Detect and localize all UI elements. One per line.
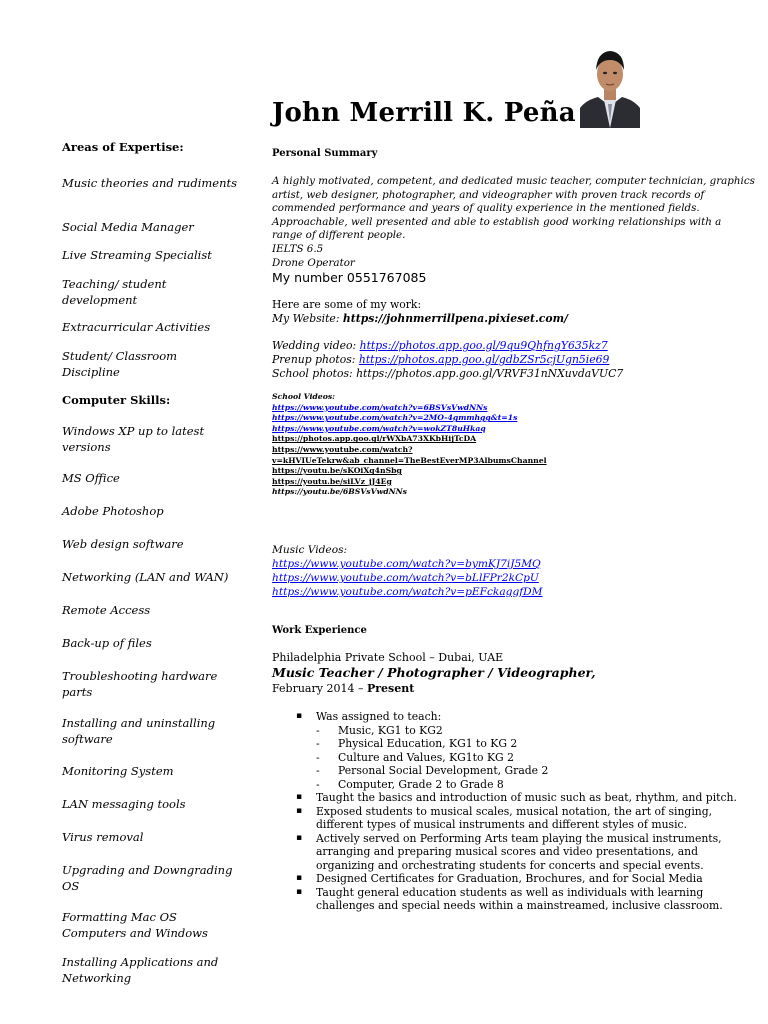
skill-item: Upgrading and Downgrading OS <box>62 863 233 893</box>
skill-item: Networking (LAN and WAN) <box>62 570 229 584</box>
summary-line: IELTS 6.5 <box>272 242 324 255</box>
duty: Designed Certificates for Graduation, Brochures, and for Social Media <box>316 872 703 885</box>
list-item <box>296 832 756 873</box>
list-item <box>296 710 756 791</box>
music-video-link[interactable]: https://www.youtube.com/watch?v=bymKJ7iJ5MQ <box>272 558 541 570</box>
school-video-link[interactable]: https://www.youtube.com/watch? <box>272 444 413 454</box>
summary-line: range of different people. <box>272 229 406 242</box>
school-videos <box>272 392 547 498</box>
work-experience-heading: Work Experience <box>272 625 367 636</box>
skill-item: MS Office <box>62 471 120 485</box>
list-item: - Culture and Values, KG1to KG 2 <box>316 750 514 764</box>
dates-start: February 2014 – <box>272 682 367 695</box>
skill-item: Back-up of files <box>62 636 152 650</box>
bullet-icon: ▪ <box>296 832 303 843</box>
music-video-link[interactable]: https://www.youtube.com/watch?v=bLlFPr2kCpU <box>272 572 539 584</box>
work-intro: Here are some of my work: <box>272 298 422 311</box>
music-video-link[interactable]: https://www.youtube.com/watch?v=pEFckaggfDM <box>272 586 543 598</box>
subject: Physical Education, KG1 to KG 2 <box>338 737 518 750</box>
music-videos-heading: Music Videos: <box>272 544 348 556</box>
candidate-name: John Merrill K. Peña <box>272 98 576 128</box>
wedding-label: Wedding video: <box>272 339 360 352</box>
website-line <box>272 312 568 325</box>
employer: Philadelphia Private School – Dubai, UAE <box>272 651 504 664</box>
profile-photo <box>580 42 640 128</box>
bullet-icon: ▪ <box>296 805 303 816</box>
skill-item: Formatting Mac OS Computers and Windows <box>62 910 208 940</box>
summary-line: artist, web designer, photographer, and videographer with proven track records of <box>272 188 705 201</box>
expertise-item: Teaching/ student development <box>62 277 167 307</box>
assigned-text: Was assigned to teach: <box>316 710 442 723</box>
list-item: - Music, KG1 to KG2 <box>316 723 443 737</box>
expertise-item: Social Media Manager <box>62 220 194 234</box>
duty: Exposed students to musical scales, musical notation, the art of singing, different types of musical instruments and different styles of music. <box>316 804 713 831</box>
skill-item: Windows XP up to latest versions <box>62 424 205 454</box>
school-video-link[interactable]: v=kHVIUeTekrw&ab_channel=TheBestEverMP3AlbumsChannel <box>272 455 547 465</box>
summary-line: Approachable, well presented and able to establish good working relationships with a <box>272 215 722 228</box>
list-item: - Physical Education, KG1 to KG 2 <box>316 737 518 750</box>
list-item <box>296 791 756 805</box>
school-video-link[interactable]: https://photos.app.goo.gl/rWXbA73XKbHijTcDA <box>272 434 477 444</box>
expertise-item: Music theories and rudiments <box>62 176 238 190</box>
website-label: My Website: <box>272 312 343 325</box>
subject: Computer, Grade 2 to Grade 8 <box>338 777 504 791</box>
skill-item: Web design software <box>62 537 184 551</box>
school-video-link[interactable]: https://www.youtube.com/watch?v=6BSVsVwdNNs <box>272 402 488 412</box>
list-item: - Personal Social Development, Grade 2 <box>316 764 549 777</box>
list-item <box>296 886 756 913</box>
music-videos <box>272 543 542 599</box>
skill-item: Installing and uninstalling software <box>62 716 216 746</box>
list-item: - Computer, Grade 2 to Grade 8 <box>316 777 504 791</box>
expertise-item: Live Streaming Specialist <box>62 248 212 262</box>
school-video-link[interactable]: https://youtu.be/siLVz_jJ4Eg <box>272 476 392 486</box>
list-item <box>296 872 756 886</box>
expertise-heading: Areas of Expertise: <box>62 140 184 154</box>
wedding-line <box>272 339 608 352</box>
school-photos-line: School photos: https://photos.app.goo.gl/VRVF31nNXuvdaVUC7 <box>272 367 624 380</box>
bullet-icon: ▪ <box>296 711 303 721</box>
prenup-label: Prenup photos: <box>272 353 359 366</box>
skill-item: Virus removal <box>62 830 144 844</box>
subject: Culture and Values, KG1to KG 2 <box>338 750 514 764</box>
job-role: Music Teacher / Photographer / Videographer, <box>272 665 596 680</box>
skill-item: Remote Access <box>62 603 151 617</box>
website-link[interactable]: https://johnmerrillpena.pixieset.com/ <box>342 312 568 325</box>
school-videos-heading: School Videos: <box>272 392 335 401</box>
skill-item: Installing Applications and Networking <box>62 955 219 985</box>
job-dates <box>272 682 414 695</box>
school-video-link[interactable]: https://youtu.be/6BSVsVwdNNs <box>272 487 407 497</box>
personal-summary <box>272 175 755 286</box>
list-item <box>296 805 756 832</box>
school-video-link[interactable]: https://youtu.be/sKOiXq4nSbg <box>272 466 402 476</box>
skill-item: Monitoring System <box>62 764 174 778</box>
subjects-list <box>316 724 756 792</box>
skill-item: Adobe Photoshop <box>62 504 164 518</box>
subject: Music, KG1 to KG2 <box>338 723 443 737</box>
duty: Taught the basics and introduction of music such as beat, rhythm, and pitch. <box>316 791 737 804</box>
school-video-link[interactable]: https://www.youtube.com/watch?v=2MO-4gmmhgg&t=1s <box>272 413 518 423</box>
skill-item: Troubleshooting hardware parts <box>62 669 218 699</box>
expertise-item: Extracurricular Activities <box>62 320 211 334</box>
skill-item: LAN messaging tools <box>62 797 186 811</box>
summary-line: Drone Operator <box>272 256 355 269</box>
subject: Personal Social Development, Grade 2 <box>338 764 549 777</box>
wedding-link[interactable]: https://photos.app.goo.gl/9qu9QhfngY635kz7 <box>359 339 608 352</box>
duties-list <box>296 710 756 913</box>
school-video-link[interactable]: https://www.youtube.com/watch?v=wokZT8uHkaq <box>272 423 486 433</box>
bullet-icon: ▪ <box>296 873 303 883</box>
prenup-link[interactable]: https://photos.app.goo.gl/gdbZSr5cjUgn5ie69 <box>358 353 610 366</box>
phone-number: My number 0551767085 <box>272 270 427 286</box>
summary-heading: Personal Summary <box>272 148 378 159</box>
summary-line: commended performance and years of quality experience in the mentioned fields. <box>272 202 700 215</box>
summary-line: A highly motivated, competent, and dedicated music teacher, computer technician, graphics <box>272 175 755 187</box>
duty: Taught general education students as well as individuals with learning challenges and special needs within a mainstreamed, inclusive classroom. <box>316 885 723 912</box>
bullet-icon: ▪ <box>296 792 303 802</box>
skills-heading: Computer Skills: <box>62 393 171 407</box>
bullet-icon: ▪ <box>296 886 303 897</box>
prenup-line <box>272 353 609 366</box>
expertise-item: Student/ Classroom Discipline <box>62 349 178 379</box>
duty: Actively served on Performing Arts team playing the musical instruments, arranging and preparing musical scores and video presentations, and organizing and orchestrating students for concerts and special events. <box>316 831 722 872</box>
dates-end: Present <box>366 682 415 695</box>
